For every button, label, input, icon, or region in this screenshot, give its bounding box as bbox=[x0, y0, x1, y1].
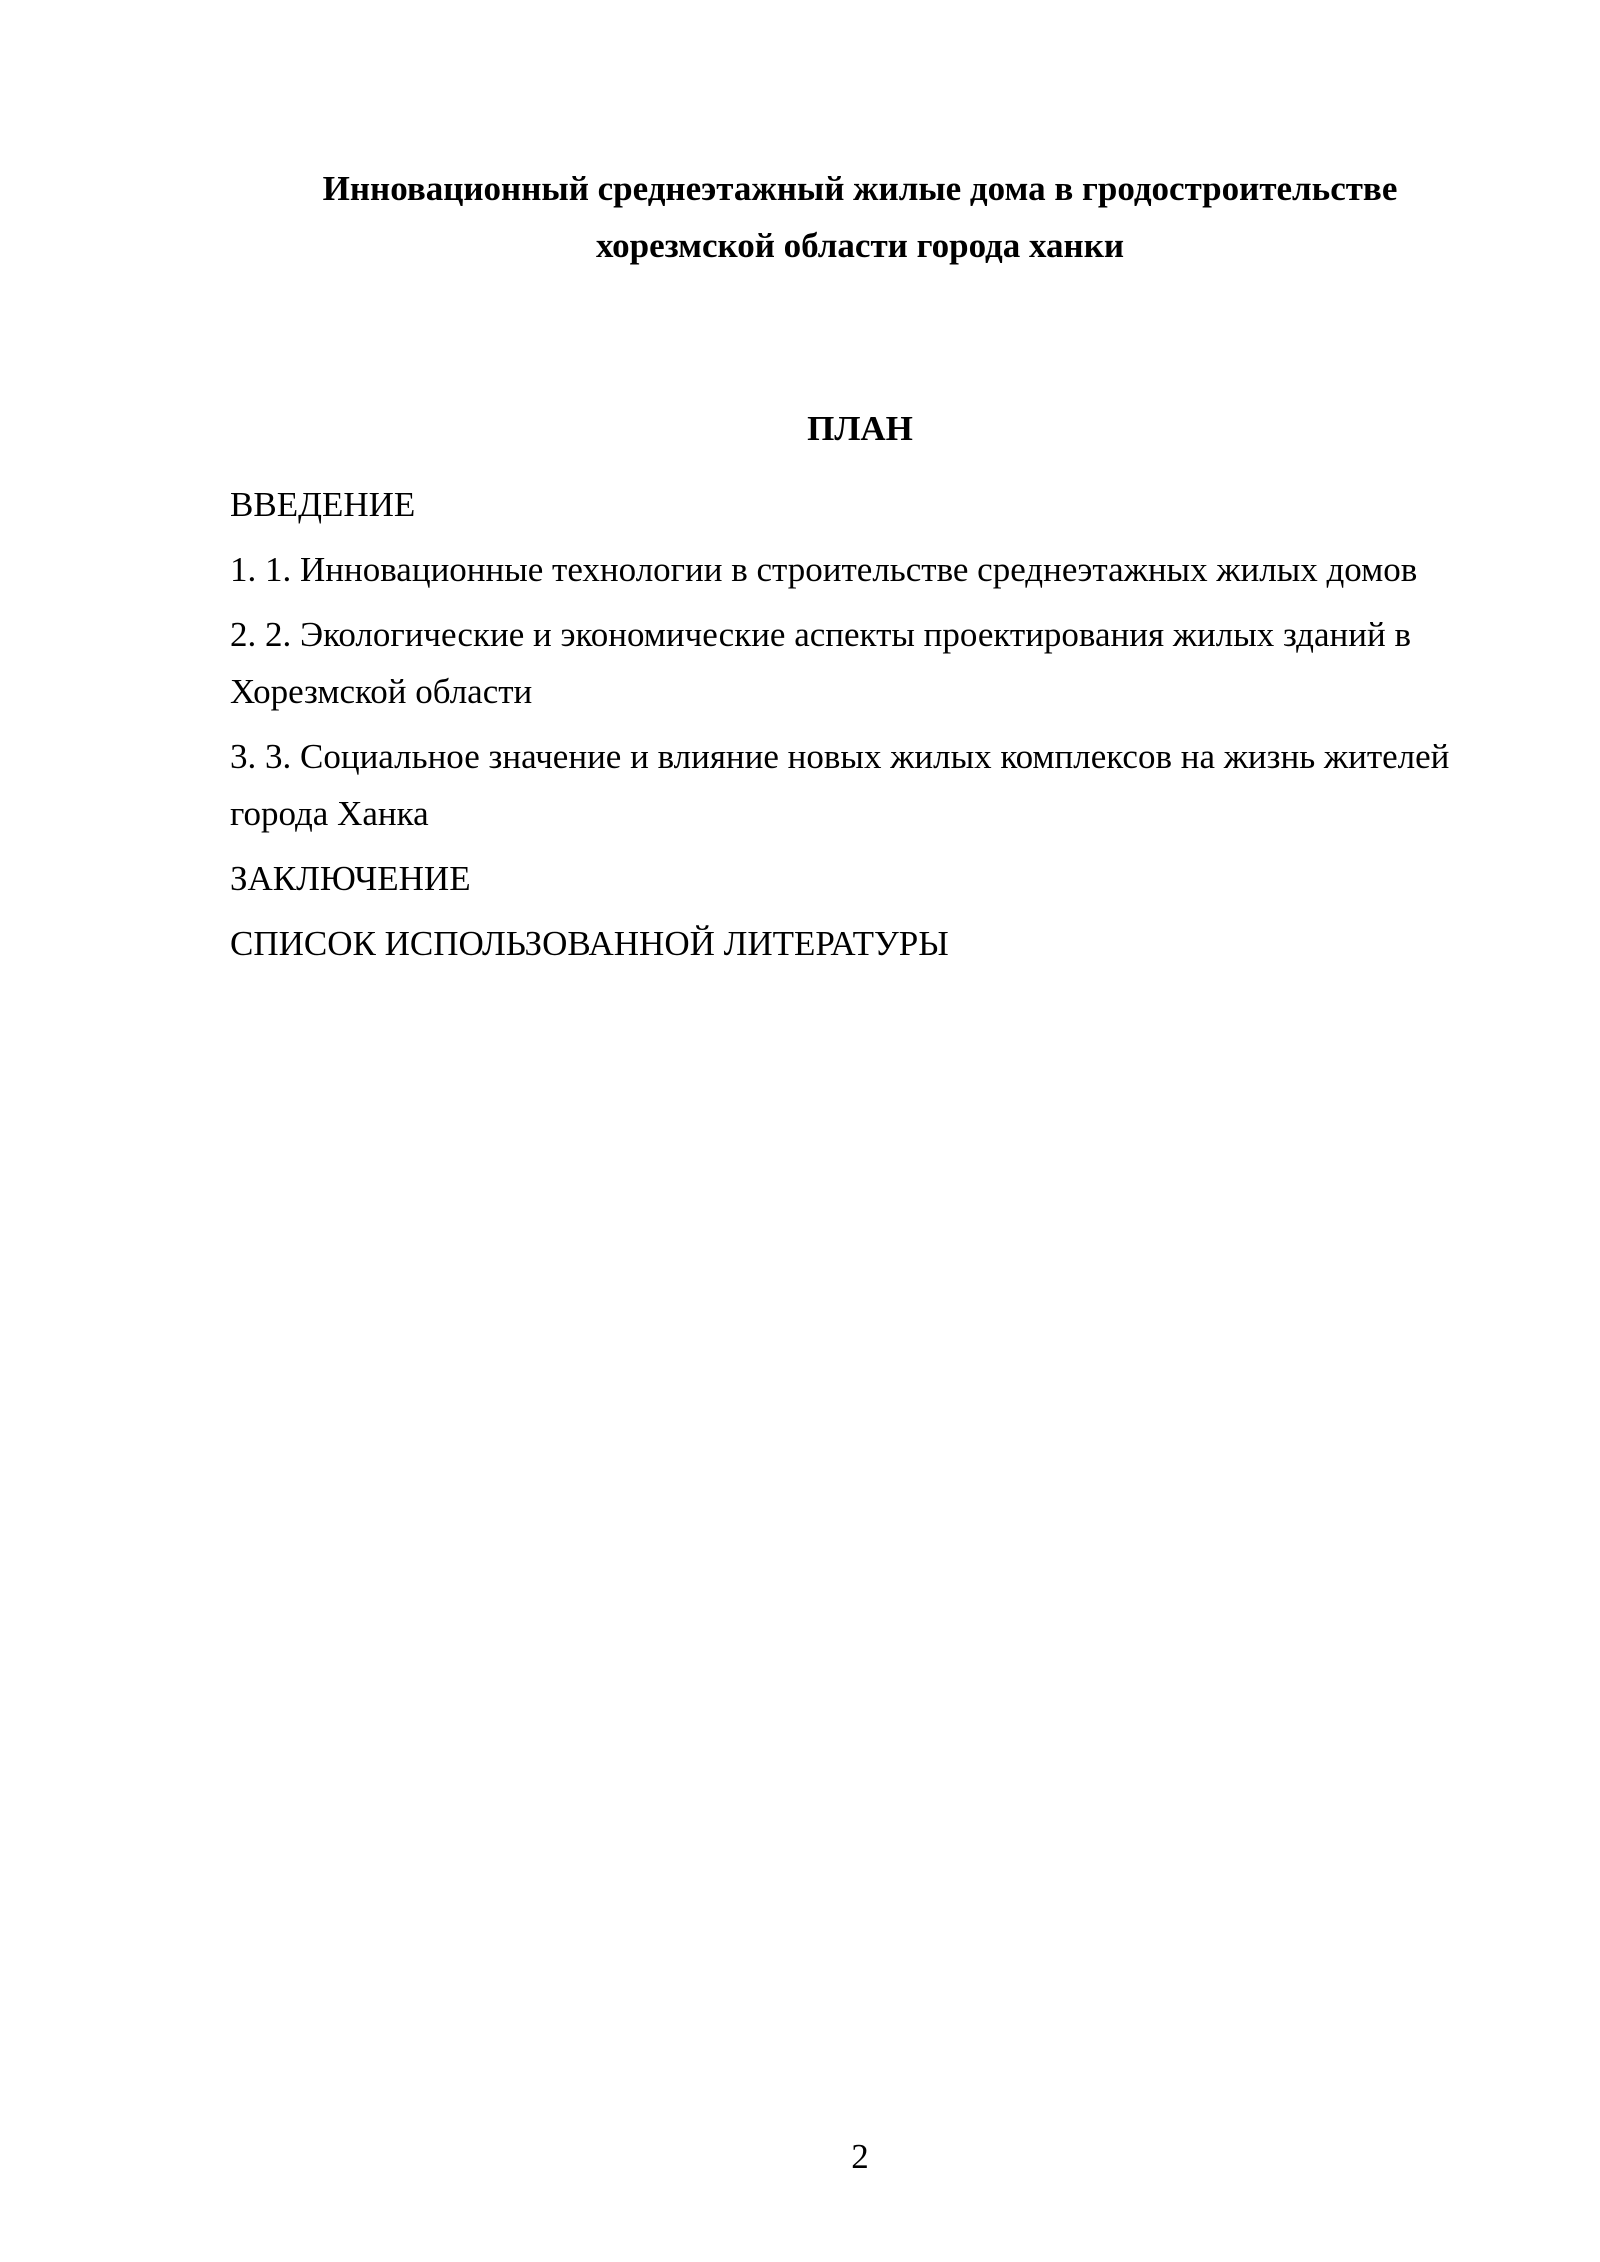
plan-heading: ПЛАН bbox=[807, 409, 913, 448]
table-of-contents bbox=[230, 476, 1500, 980]
toc-item-chapter-3: 3. 3. Социальное значение и влияние новых жилых комплексов на жизнь жителей города Ханка bbox=[230, 737, 1450, 833]
toc-item-chapter-2: 2. 2. Экологические и экономические аспекты проектирования жилых зданий в Хорезмской области bbox=[230, 615, 1411, 711]
document-title-line-2: хорезмской области города ханки bbox=[595, 226, 1125, 265]
document-title bbox=[230, 160, 1490, 274]
toc-item-conclusion: ЗАКЛЮЧЕНИЕ bbox=[230, 859, 471, 898]
toc-item-chapter-1: 1. 1. Инновационные технологии в строительстве среднеэтажных жилых домов bbox=[230, 550, 1418, 589]
toc-item-references: СПИСОК ИСПОЛЬЗОВАННОЙ ЛИТЕРАТУРЫ bbox=[230, 924, 949, 963]
toc-item-introduction: ВВЕДЕНИЕ bbox=[230, 485, 416, 524]
page-number: 2 bbox=[851, 2137, 869, 2176]
document-title-line-1: Инновационный среднеэтажный жилые дома в гродостроительстве bbox=[322, 169, 1398, 208]
